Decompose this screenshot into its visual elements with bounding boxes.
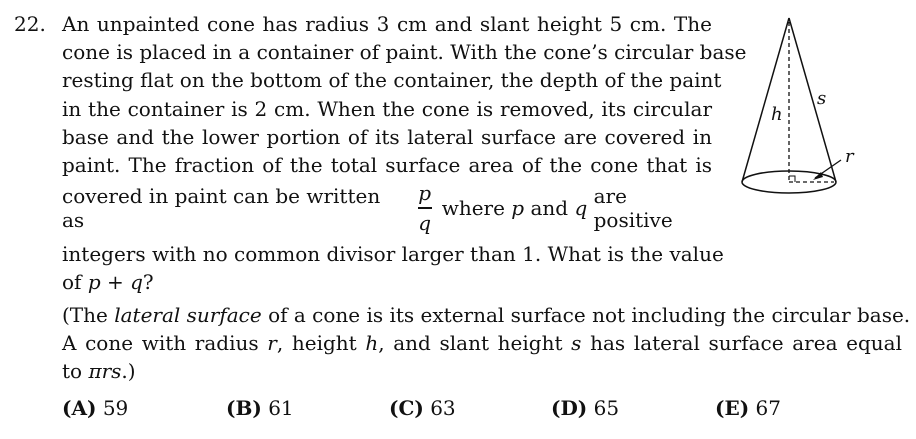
stem-line: integers with no common divisor larger than 1. What is the value (62, 242, 724, 266)
var-p: p (511, 196, 525, 220)
choice-label: (A) (62, 396, 97, 420)
cone-left-side (742, 18, 789, 182)
choice-label: (D) (551, 396, 588, 420)
choice-e[interactable] (715, 396, 781, 420)
label-h: h (771, 104, 783, 125)
lateral-surface-note (62, 301, 911, 386)
choice-value: 63 (430, 396, 456, 420)
note-text: (The (62, 303, 115, 327)
right-angle-mark (789, 176, 795, 182)
fraction-bar (418, 207, 432, 208)
last-line-after: ? (142, 270, 154, 295)
label-s: s (817, 88, 827, 109)
var-q: q (574, 196, 588, 220)
note-text: .) (121, 359, 136, 384)
last-line-before: of (62, 270, 88, 295)
stem-last-line (62, 268, 712, 296)
fraction-line-where: where (441, 196, 505, 220)
var-r: r (267, 331, 277, 356)
stem-line: resting flat on the bottom of the container, the depth of the paint (62, 68, 722, 93)
fraction-numerator: p (418, 181, 432, 206)
note-term: lateral surface (114, 303, 262, 327)
fraction-denominator: q (418, 210, 432, 235)
choice-label: (B) (226, 396, 262, 420)
note-text: A cone with radius (62, 331, 268, 356)
stem-line: An unpainted cone has radius 3 cm and slant height 5 cm. The (62, 12, 712, 36)
fraction-line (62, 180, 712, 236)
note-text: , and slant height (378, 331, 572, 356)
choice-value: 67 (755, 396, 781, 420)
stem-line: base and the lower portion of its lateral surface are covered in (62, 124, 712, 149)
cone-right-side (789, 18, 836, 182)
note-text: has lateral surface area equal (581, 331, 902, 356)
stem-line: paint. The fraction of the total surface area of the cone that is (62, 153, 712, 178)
expr-p-plus-q: p + q (87, 270, 143, 295)
fraction-line-before: covered in paint can be written as (62, 184, 381, 232)
problem-stem (62, 10, 747, 179)
note-line-1 (62, 301, 911, 329)
choice-d[interactable] (551, 396, 619, 420)
var-h: h (365, 331, 379, 356)
fraction-p-over-q (418, 182, 432, 233)
choice-c[interactable] (389, 396, 456, 420)
fraction-line-after: are positive (593, 184, 673, 232)
choice-a[interactable] (62, 396, 128, 420)
note-line-3 (62, 357, 902, 385)
cone-diagram (735, 10, 875, 215)
problem-stem-continued (62, 240, 724, 296)
note-text: to (62, 359, 89, 384)
choice-b[interactable] (226, 396, 294, 420)
choice-label: (E) (715, 396, 750, 420)
choice-label: (C) (389, 396, 424, 420)
var-s: s (571, 331, 582, 356)
answer-choices (0, 396, 916, 426)
choice-value: 61 (268, 396, 294, 420)
choice-value: 65 (593, 396, 620, 420)
note-line-2 (62, 329, 902, 357)
label-r: r (845, 146, 854, 167)
fraction-line-and: and (530, 196, 569, 220)
stem-line: in the container is 2 cm. When the cone is removed, its circular (62, 96, 712, 121)
note-text: of a cone is its external surface not including the circular base. (261, 303, 911, 327)
choice-value: 59 (102, 396, 129, 420)
expr-pi-r-s: πrs (88, 359, 122, 384)
note-text: , height (276, 331, 366, 356)
stem-line: cone is placed in a container of paint. With the cone’s circular base (62, 40, 747, 65)
problem-number: 22. (14, 12, 46, 36)
